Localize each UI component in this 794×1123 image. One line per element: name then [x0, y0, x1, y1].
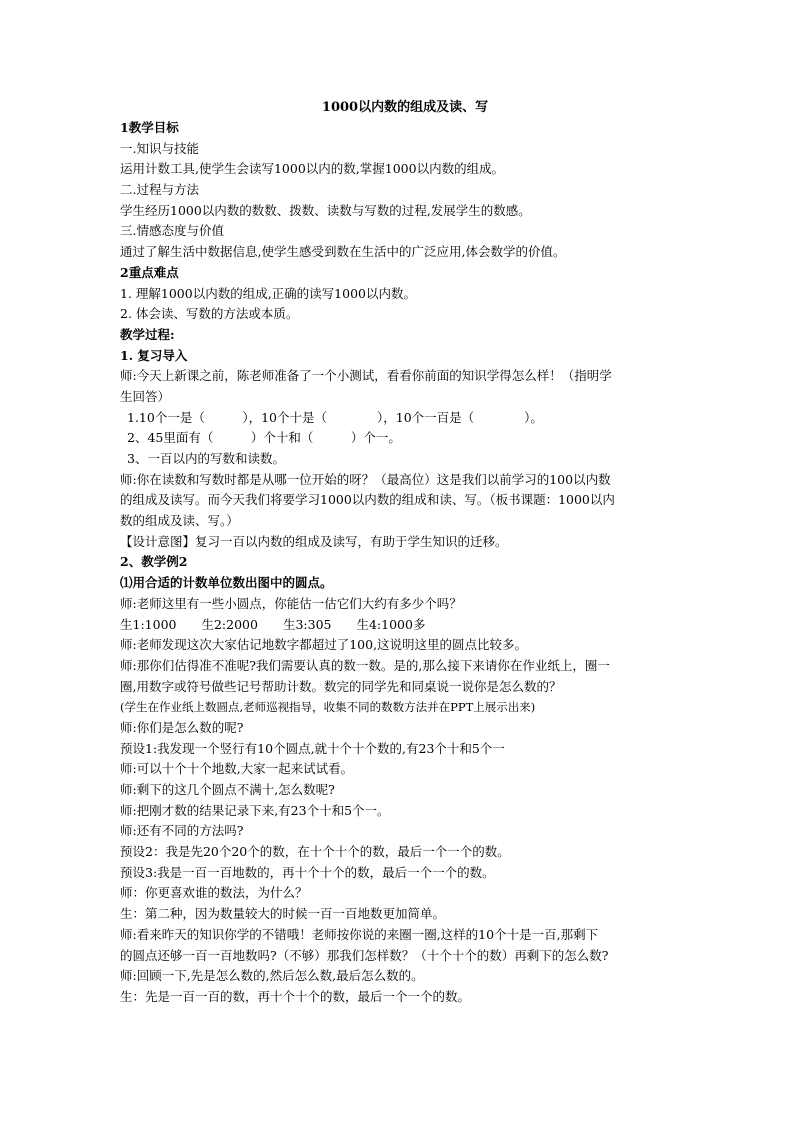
dialogue-line: 师:还有不同的方法吗? — [120, 823, 244, 839]
dialogue-line: 圈,用数字或符号做些记号帮助计数。数完的同学先和同桌说一说你是怎么数的？ — [120, 678, 562, 694]
subheading: 一.知识与技能 — [120, 140, 199, 156]
dialogue-line: 师:可以十个十个地数,大家一起来试试看。 — [120, 761, 354, 777]
subheading: 三.情感态度与价值 — [120, 223, 224, 239]
dialogue-line: 师:看来昨天的知识你学的不错哦！老师按你说的来圈一圈,这样的10个十是一百,那剩下 — [120, 926, 599, 942]
section-heading: 1教学目标 — [120, 120, 179, 135]
paragraph: 学生经历1000以内数的数数、拨数、读数与写数的过程,发展学生的数感。 — [120, 202, 531, 218]
subsection-heading: 2、教学例2 — [120, 554, 188, 570]
dialogue-line: 师:剩下的这几个圆点不满十,怎么数呢? — [120, 782, 335, 797]
dialogue-line: 师:把刚才数的结果记录下来,有23个十和5个一。 — [120, 802, 390, 818]
dialogue-line: 师：你更喜欢谁的数法，为什么？ — [120, 885, 308, 901]
dialogue-line: 师:那你们估得准不准呢?我们需要认真的数一数。是的,那么接下来请你在作业纸上，圈一 — [120, 657, 610, 673]
section-heading: 教学过程: — [120, 326, 175, 342]
paragraph: 通过了解生活中数据信息,使学生感受到数在生活中的广泛应用,体会数学的价值。 — [120, 244, 566, 260]
design-intent: 【设计意图】复习一百以内数的组成及读写，有助于学生知识的迁移。 — [120, 533, 508, 549]
dialogue-line: 生：先是一百一百的数，再十个十个的数，最后一个一个的数。 — [120, 988, 471, 1004]
dialogue-line: 生1:1000 生2:2000 生3:305 生4:1000多 — [120, 616, 426, 632]
list-item: 2. 体会读、写数的方法或本质。 — [120, 306, 299, 322]
document-page — [120, 98, 680, 1008]
dialogue-line: (学生在作业纸上数圆点,老师巡视指导，收集不同的数数方法并在PPT上展示出来) — [120, 700, 536, 715]
list-item: 1. 理解1000以内数的组成,正确的读写1000以内数。 — [120, 285, 416, 301]
dialogue-line: 师:今天上新课之前，陈老师准备了一个小测试，看看你前面的知识学得怎么样！（指明学 — [120, 368, 612, 384]
quiz-item: 1.10个一是（ ），10个十是（ ），10个一百是（ ）。 — [127, 409, 543, 425]
subheading: 二.过程与方法 — [120, 182, 199, 198]
subsection-heading: 1. 复习导入 — [120, 347, 188, 363]
paragraph: 运用计数工具,使学生会读写1000以内的数,掌握1000以内数的组成。 — [120, 161, 505, 177]
dialogue-line: 师:你们是怎么数的呢? — [120, 719, 244, 735]
dialogue-line: 预设3:我是一百一百地数的，再十个十个的数，最后一个一个的数。 — [120, 864, 495, 880]
dialogue-line: 师:你在读数和写数时都是从哪一位开始的呀？（最高位）这是我们以前学习的100以内数 — [120, 471, 611, 487]
dialogue-line: 师:老师发现这次大家估记地数字都超过了100,这说明这里的圆点比较多。 — [120, 637, 528, 653]
dialogue-line: 生：第二种，因为数量较大的时候一百一百地数更加简单。 — [120, 906, 446, 922]
dialogue-line: 预设1:我发现一个竖行有10个圆点,就十个十个数的,有23个十和5个一 — [120, 740, 505, 756]
dialogue-line: 的组成及读写。而今天我们将要学习1000以内数的组成和读、写。（板书课题：1000以内 — [120, 492, 615, 508]
quiz-item: 3、一百以内的写数和读数。 — [127, 451, 285, 466]
dialogue-line: 预设2：我是先20个20个的数，在十个十个的数，最后一个一个的数。 — [120, 844, 510, 860]
dialogue-line: 师:回顾一下,先是怎么数的,然后怎么数,最后怎么数的。 — [120, 968, 424, 984]
task-heading: ⑴用合适的计数单位数出图中的圆点。 — [120, 575, 333, 591]
dialogue-line: 师:老师这里有一些小圆点，你能估一估它们大约有多少个吗？ — [120, 595, 462, 611]
section-heading: 2重点难点 — [120, 264, 179, 280]
dialogue-line: 数的组成及读、写。） — [120, 513, 239, 529]
document-title: 1000以内数的组成及读、写 — [321, 100, 489, 115]
quiz-item: 2、45里面有（ ）个十和（ ）个一。 — [127, 430, 401, 446]
dialogue-line: 生回答） — [120, 388, 171, 404]
dialogue-line: 的圆点还够一百一百地数吗?（不够）那我们怎样数？（十个十个的数）再剩下的怎么数? — [120, 947, 609, 963]
